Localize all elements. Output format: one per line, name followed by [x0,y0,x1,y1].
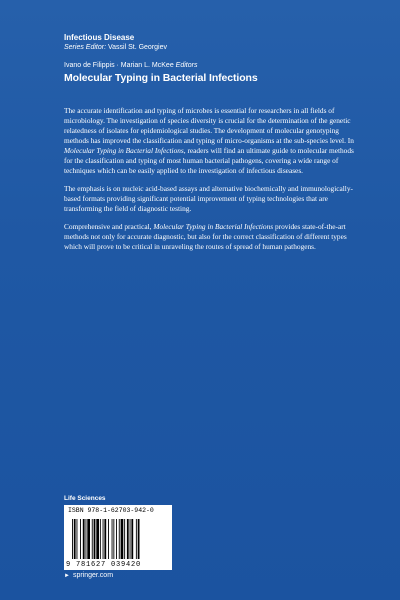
paragraph-3-title: Molecular Typing in Bacterial Infections [153,221,274,231]
series-editor [64,44,167,51]
barcode-stripe [127,519,129,559]
barcode-stripe [74,519,76,559]
arrow-icon: ► [64,572,70,579]
paragraph-1-text-b: , readers will find an ultimate guide to molecular methods for the classification and typing of most human bacterial pathogens, covering a wide range of techniques which can be easily applied to the investigation of infectious diseases. [64,145,354,175]
barcode-stripe [103,519,104,559]
paragraph-3-text-b: provides state-of-the-art methods not only for accurate diagnostic, but also for the correct classification of different types which will prove to be critical in unraveling the routes of spread of human pathogens. [64,221,347,251]
barcode-stripe [86,519,87,559]
publisher-url: springer.com [72,572,114,579]
editors-label: Editors [175,62,198,69]
series-editor-name: Vassil St. Georgiev [107,44,167,51]
barcode-icon [72,519,168,559]
barcode-stripe [77,519,78,559]
barcode-box [64,505,172,570]
barcode-stripe [100,519,101,559]
barcode-stripe [80,519,81,559]
barcode-stripe [87,519,90,559]
barcode-stripe [104,519,106,559]
paragraph-3 [64,222,354,252]
paragraph-2: The emphasis is on nucleic acid-based assays and alternative biochemically and immunologically-based formats providing significant potential improvement of typing technologies that are transforming the field of diagnostic testing. [64,183,353,213]
series-title: Infectious Disease [64,33,135,42]
barcode-stripe [92,519,93,559]
barcode-stripe [131,519,133,559]
editors-line [64,62,197,69]
paragraph-3-text-a: Comprehensive and practical, [64,221,154,231]
subject-label: Life Sciences [64,495,106,502]
barcode-stripe [136,519,137,559]
barcode-stripe [112,519,113,559]
barcode-stripe [113,519,114,559]
paragraph-1-text-a: The accurate identification and typing of microbes is essential for researchers in all fields of microbiology. The investigation of species diversity is crucial for the determination of the genetic relatedness of isolates for epidemiological studies. The development of molecular genotyping methods has improved the classification and typing of micro-organisms at the sub-species level. In [64,106,354,145]
barcode-stripe [121,519,124,559]
barcode-stripe [138,519,140,559]
barcode-stripe [72,519,73,559]
barcode-stripe [83,519,85,559]
book-title: Molecular Typing in Bacterial Infections [64,72,258,84]
paragraph-1 [64,106,354,176]
barcode-stripe [108,519,109,559]
series-editor-label: Series Editor: [64,44,107,51]
barcode-stripe [124,519,125,559]
barcode-stripe [94,519,96,559]
description [64,106,354,260]
barcode-number: 9 781627 039420 [66,561,142,569]
barcode-stripe [130,519,131,559]
barcode-stripe [119,519,120,559]
paragraph-1-title: Molecular Typing in Bacterial Infections [64,145,184,155]
editor-names: Ivano de Filippis · Marian L. McKee [64,62,174,69]
isbn-text: ISBN 978-1-62703-942-0 [68,507,154,514]
barcode-stripe [116,519,117,559]
publisher-link[interactable] [64,572,113,579]
barcode-stripe [96,519,99,559]
